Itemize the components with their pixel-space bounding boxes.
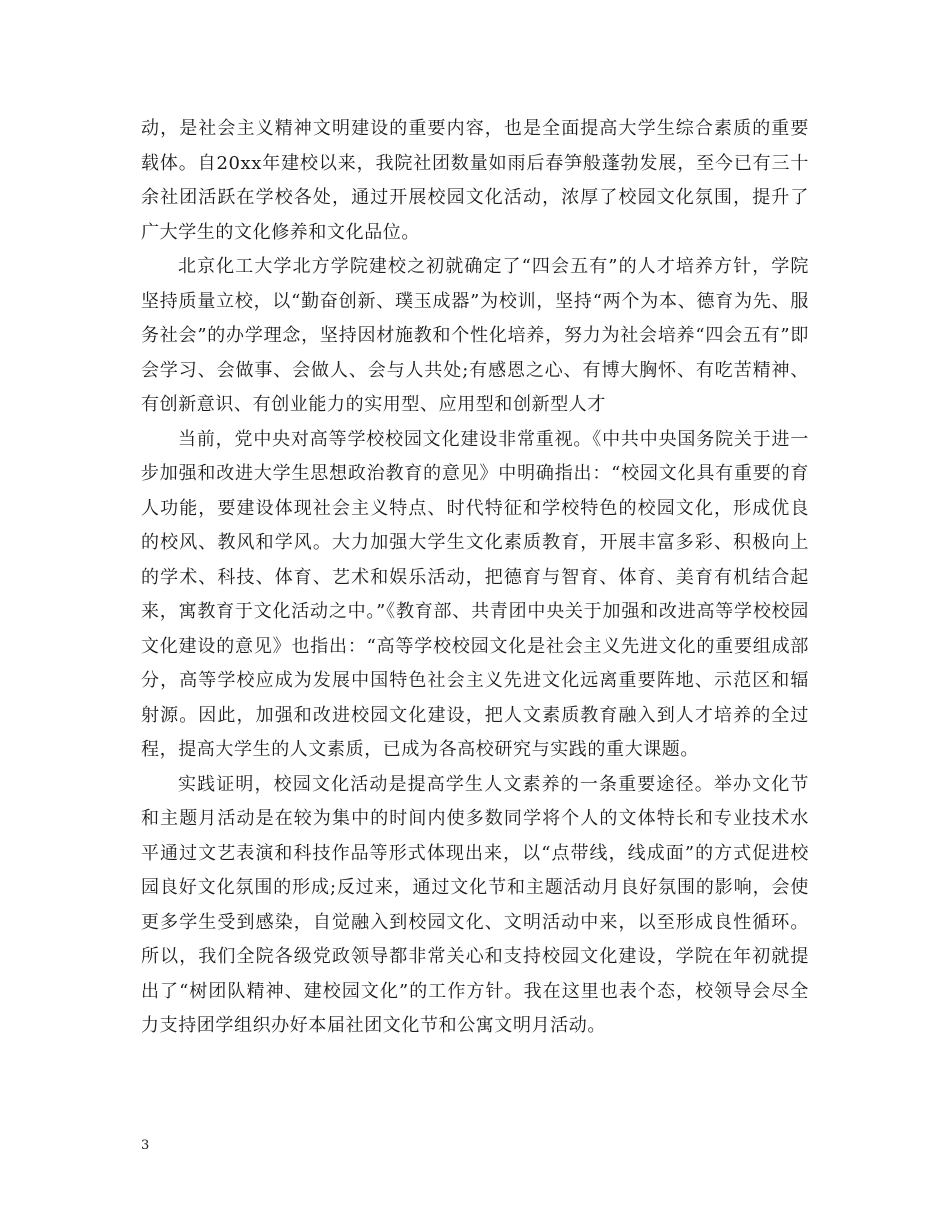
page-number: 3: [141, 1138, 150, 1153]
paragraph-practice-proof: 实践证明，校园文化活动是提高学生人文素养的一条重要途径。举办文化节和主题月活动是在较为集中的时间内使多数同学将个人的文体特长和专业技术水平通过文艺表演和科技作品等形式体现出来，以“点带线，线成面”的方式促进校园良好文化氛围的形成;反过来，通过文化节和主题活动月良好氛围的影响，会使更多学生受到感染，自觉融入到校园文化、文明活动中来，以至形成良性循环。所以，我们全院各级党政领导都非常关心和支持校园文化建设，学院在年初就提出了“树团队精神、建校园文化”的工作方针。我在这里也表个态，校领导会尽全力支持团学组织办好本届社团文化节和公寓文明月活动。: [141, 773, 809, 1036]
paragraph-continuation: 动，是社会主义精神文明建设的重要内容，也是全面提高大学生综合素质的重要载体。自20xx年建校以来，我院社团数量如雨后春笋般蓬勃发展，至今已有三十余社团活跃在学校各处，通过开展校园文化活动，浓厚了校园文化氛围，提升了广大学生的文化修养和文化品位。: [141, 118, 809, 243]
paragraph-training-policy: 北京化工大学北方学院建校之初就确定了“四会五有”的人才培养方针，学院坚持质量立校，以“勤奋创新、璞玉成器”为校训，坚持“两个为本、德育为先、服务社会”的办学理念，坚持因材施教和个性化培养，努力为社会培养“四会五有”即会学习、会做事、会做人、会与人共处;有感恩之心、有博大胸怀、有吃苦精神、有创新意识、有创业能力的实用型、应用型和创新型人才: [141, 256, 809, 415]
paragraph-central-guidance: 当前，党中央对高等学校校园文化建设非常重视。《中共中央国务院关于进一步加强和改进大学生思想政治教育的意见》中明确指出：“校园文化具有重要的育人功能，要建设体现社会主义特点、时代特征和学校特色的校园文化，形成优良的校风、教风和学风。大力加强大学生文化素质教育，开展丰富多彩、积极向上的学术、科技、体育、艺术和娱乐活动，把德育与智育、体育、美育有机结合起来，寓教育于文化活动之中。”《教育部、共青团中央关于加强和改进高等学校校园文化建设的意见》也指出：“高等学校校园文化是社会主义先进文化的重要组成部分，高等学校应成为发展中国特色社会主义先进文化远离重要阵地、示范区和辐射源。因此，加强和改进校园文化建设，把人文素质教育融入到人才培养的全过程，提高大学生的人文素质，已成为各高校研究与实践的重大课题。: [141, 428, 809, 760]
document-body: [141, 112, 809, 1044]
